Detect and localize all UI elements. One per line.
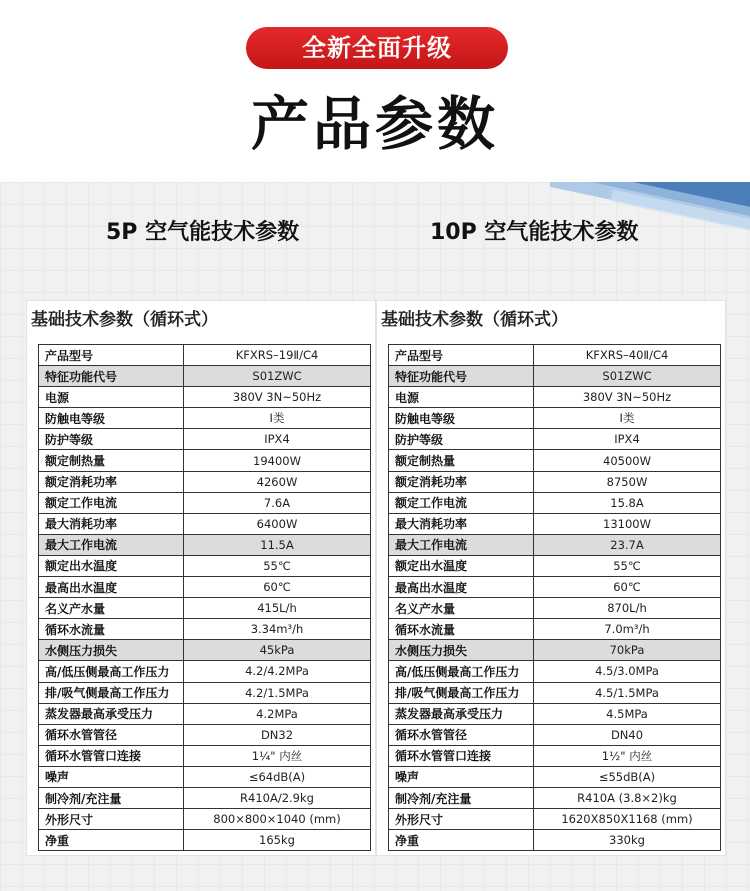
param-name: 额定制热量 (39, 450, 184, 471)
param-value: 330kg (534, 830, 721, 851)
table-row (389, 640, 721, 661)
table-row (39, 703, 371, 724)
param-value: 7.6A (184, 492, 371, 513)
param-name: 高/低压侧最高工作压力 (39, 661, 184, 682)
table-row (39, 513, 371, 534)
table-row (389, 429, 721, 450)
param-name: 产品型号 (39, 345, 184, 366)
param-name: 循环水管管径 (39, 724, 184, 745)
param-name: 循环水管管口连接 (389, 745, 534, 766)
param-name: 额定消耗功率 (389, 471, 534, 492)
param-value: 40500W (534, 450, 721, 471)
param-name: 最大消耗功率 (39, 513, 184, 534)
param-name: 外形尺寸 (389, 809, 534, 830)
table-row (389, 366, 721, 387)
param-value: 7.0m³/h (534, 619, 721, 640)
param-value: 4.5MPa (534, 703, 721, 724)
param-value: DN40 (534, 724, 721, 745)
table-row (39, 577, 371, 598)
param-name: 额定出水温度 (39, 555, 184, 576)
param-value: 800×800×1040 (mm) (184, 809, 371, 830)
param-value: 60℃ (534, 577, 721, 598)
table-row (39, 619, 371, 640)
param-value: 4.2/4.2MPa (184, 661, 371, 682)
spec-subtitle: 基础技术参数（循环式） (31, 310, 218, 330)
param-value: 70kPa (534, 640, 721, 661)
param-name: 额定消耗功率 (39, 471, 184, 492)
table-row (389, 745, 721, 766)
param-value: R410A/2.9kg (184, 787, 371, 808)
table-row (39, 534, 371, 555)
table-row (389, 534, 721, 555)
param-name: 电源 (389, 387, 534, 408)
param-name: 净重 (389, 830, 534, 851)
table-row (389, 682, 721, 703)
param-value: 1½" 内丝 (534, 745, 721, 766)
table-row (39, 682, 371, 703)
param-name: 防护等级 (39, 429, 184, 450)
table-row (39, 661, 371, 682)
param-value: IPX4 (184, 429, 371, 450)
param-name: 防触电等级 (389, 408, 534, 429)
table-row (389, 766, 721, 787)
table-row (39, 471, 371, 492)
param-value: 55℃ (534, 555, 721, 576)
spec-table-5p (38, 344, 371, 851)
table-row (389, 387, 721, 408)
header-area (0, 0, 750, 182)
param-name: 额定出水温度 (389, 555, 534, 576)
param-value: S01ZWC (184, 366, 371, 387)
param-name: 电源 (39, 387, 184, 408)
param-value: 4.2MPa (184, 703, 371, 724)
table-row (389, 830, 721, 851)
param-value: 415L/h (184, 598, 371, 619)
param-name: 排/吸气侧最高工作压力 (39, 682, 184, 703)
table-row (39, 598, 371, 619)
table-row (39, 345, 371, 366)
param-value: KFXRS–19Ⅱ/C4 (184, 345, 371, 366)
table-row (389, 450, 721, 471)
table-row (39, 724, 371, 745)
param-name: 循环水管管径 (389, 724, 534, 745)
section-heading-5p: 5P 空气能技术参数 (106, 220, 300, 245)
param-value: 13100W (534, 513, 721, 534)
spec-panel (0, 182, 750, 891)
param-value: Ⅰ类 (184, 408, 371, 429)
param-value: 8750W (534, 471, 721, 492)
param-name: 循环水流量 (389, 619, 534, 640)
param-value: 55℃ (184, 555, 371, 576)
param-name: 水侧压力损失 (39, 640, 184, 661)
table-row (389, 703, 721, 724)
param-name: 净重 (39, 830, 184, 851)
table-row (389, 724, 721, 745)
param-value: 19400W (184, 450, 371, 471)
param-value: 380V 3N~50Hz (184, 387, 371, 408)
param-value: 15.8A (534, 492, 721, 513)
table-row (39, 830, 371, 851)
param-name: 额定制热量 (389, 450, 534, 471)
param-name: 循环水管管口连接 (39, 745, 184, 766)
param-name: 噪声 (39, 766, 184, 787)
param-value: 380V 3N~50Hz (534, 387, 721, 408)
param-value: DN32 (184, 724, 371, 745)
param-value: 11.5A (184, 534, 371, 555)
spec-card-10p (376, 300, 726, 856)
param-name: 高/低压侧最高工作压力 (389, 661, 534, 682)
table-row (389, 471, 721, 492)
param-name: 蒸发器最高承受压力 (389, 703, 534, 724)
param-name: 防护等级 (389, 429, 534, 450)
table-row (389, 598, 721, 619)
param-value: 1¼" 内丝 (184, 745, 371, 766)
param-value: 23.7A (534, 534, 721, 555)
param-name: 最高出水温度 (389, 577, 534, 598)
param-value: 165kg (184, 830, 371, 851)
param-name: 额定工作电流 (39, 492, 184, 513)
param-value: ≤55dB(A) (534, 766, 721, 787)
table-row (389, 577, 721, 598)
table-row (39, 555, 371, 576)
table-row (39, 745, 371, 766)
param-value: ≤64dB(A) (184, 766, 371, 787)
table-row (389, 513, 721, 534)
param-value: Ⅰ类 (534, 408, 721, 429)
param-value: KFXRS–40Ⅱ/C4 (534, 345, 721, 366)
table-row (389, 345, 721, 366)
param-name: 最大工作电流 (39, 534, 184, 555)
page-title: 产品参数 (250, 90, 499, 158)
table-row (39, 787, 371, 808)
param-value: 4.5/1.5MPa (534, 682, 721, 703)
table-row (389, 408, 721, 429)
upgrade-badge: 全新全面升级 (246, 27, 508, 69)
param-name: 额定工作电流 (389, 492, 534, 513)
param-name: 特征功能代号 (389, 366, 534, 387)
table-row (39, 408, 371, 429)
param-value: 4.5/3.0MPa (534, 661, 721, 682)
spec-table-10p (388, 344, 721, 851)
param-name: 外形尺寸 (39, 809, 184, 830)
param-name: 防触电等级 (39, 408, 184, 429)
param-value: 870L/h (534, 598, 721, 619)
param-name: 最大工作电流 (389, 534, 534, 555)
param-name: 名义产水量 (389, 598, 534, 619)
param-name: 蒸发器最高承受压力 (39, 703, 184, 724)
param-name: 制冷剂/充注量 (39, 787, 184, 808)
table-row (389, 555, 721, 576)
param-value: 4260W (184, 471, 371, 492)
param-name: 循环水流量 (39, 619, 184, 640)
table-row (389, 661, 721, 682)
param-value: 45kPa (184, 640, 371, 661)
param-value: 3.34m³/h (184, 619, 371, 640)
table-row (389, 787, 721, 808)
param-name: 噪声 (389, 766, 534, 787)
spec-card-5p (26, 300, 376, 856)
param-name: 产品型号 (389, 345, 534, 366)
param-value: S01ZWC (534, 366, 721, 387)
table-row (39, 766, 371, 787)
table-row (39, 809, 371, 830)
table-row (39, 366, 371, 387)
table-row (39, 492, 371, 513)
table-row (389, 492, 721, 513)
param-name: 名义产水量 (39, 598, 184, 619)
param-name: 最大消耗功率 (389, 513, 534, 534)
param-name: 特征功能代号 (39, 366, 184, 387)
table-row (39, 387, 371, 408)
param-value: 60℃ (184, 577, 371, 598)
param-name: 最高出水温度 (39, 577, 184, 598)
table-row (389, 619, 721, 640)
section-heading-10p: 10P 空气能技术参数 (430, 220, 639, 245)
param-value: 6400W (184, 513, 371, 534)
table-row (39, 429, 371, 450)
spec-subtitle: 基础技术参数（循环式） (381, 310, 568, 330)
param-value: 1620X850X1168 (mm) (534, 809, 721, 830)
table-row (389, 809, 721, 830)
param-name: 排/吸气侧最高工作压力 (389, 682, 534, 703)
param-value: R410A (3.8×2)kg (534, 787, 721, 808)
table-row (39, 640, 371, 661)
param-value: 4.2/1.5MPa (184, 682, 371, 703)
table-row (39, 450, 371, 471)
param-name: 制冷剂/充注量 (389, 787, 534, 808)
param-name: 水侧压力损失 (389, 640, 534, 661)
param-value: IPX4 (534, 429, 721, 450)
